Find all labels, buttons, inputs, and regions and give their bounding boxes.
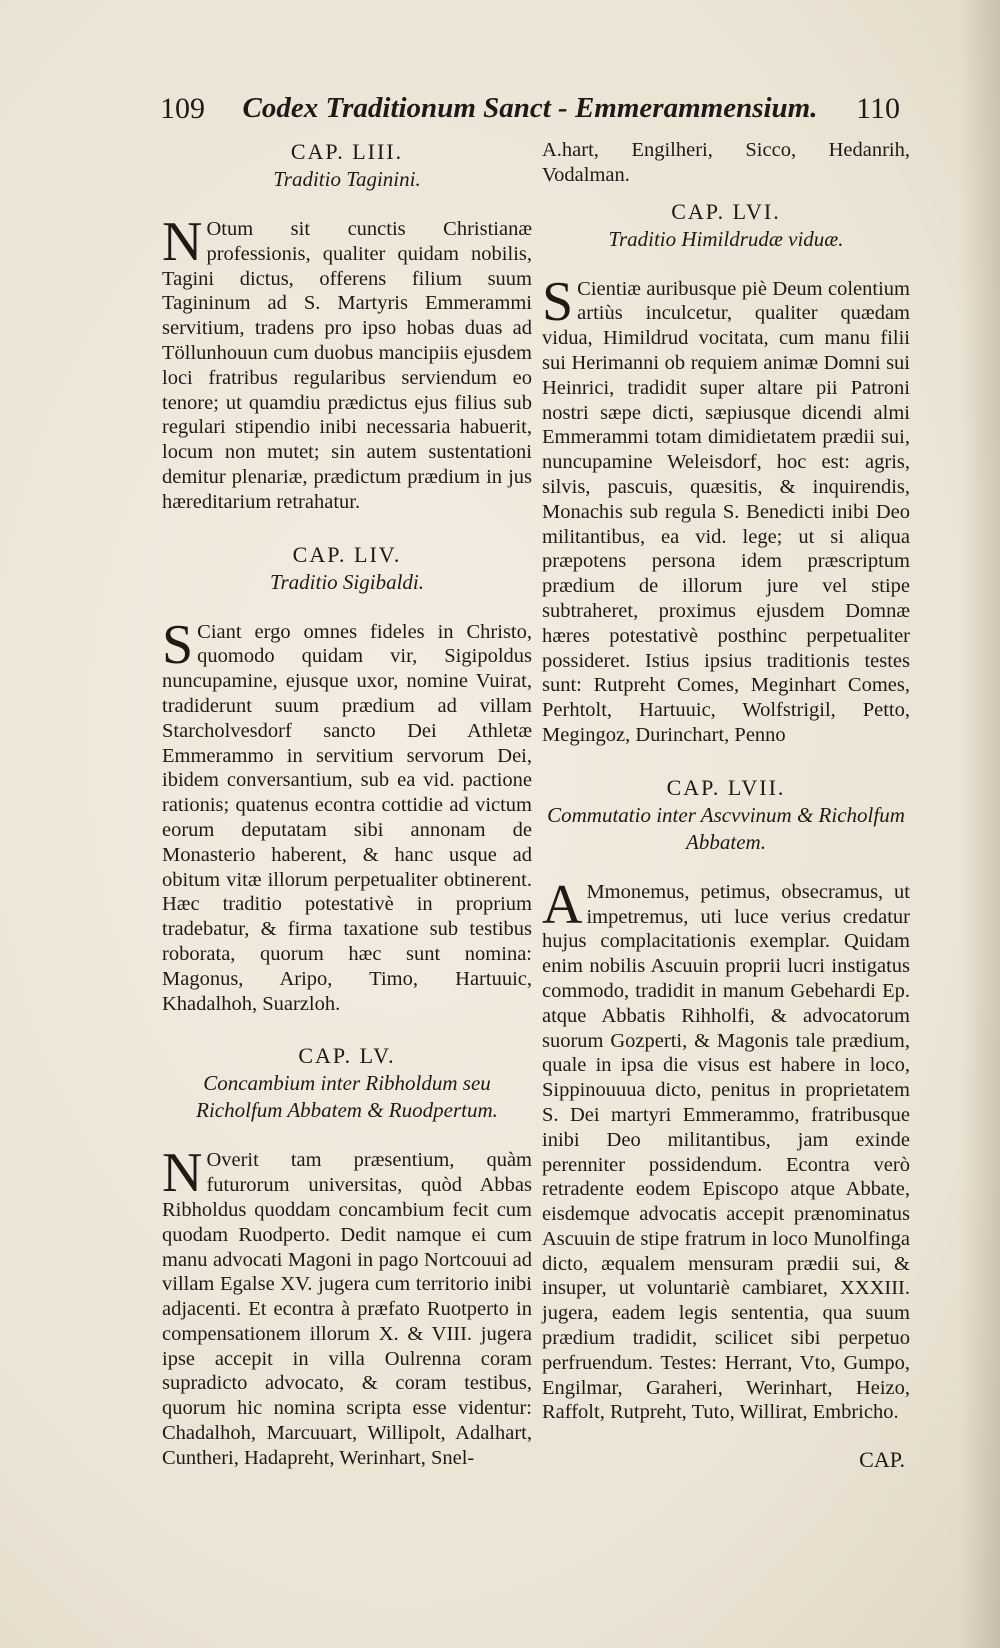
chapter-subtitle: Commutatio inter Ascvvinum & Richolfum Abbatem.	[547, 802, 905, 854]
drop-capital: S	[162, 613, 194, 676]
chapter-body: Mmonemus, petimus, obsecramus, ut impetremus, uti luce verius credatur hujus complacitationis exemplar. Quidam enim nobilis Ascuuin proprii lucri instigatus commodo, tradidit in manum Gebehardi Ep. atque Abbatis Rihholfi, & advocatorum suorum Gozperti, & Magonis tale prædium, quale in ipsa die visus est habere in loco, Sippinouuua dicto, penitus in proprietatem S. Dei martyri Emmerammo, fratribusque inibi Deo militantibus, jam exinde perenniter possidendum. Econtra verò retradente eodem Episcopo atque Abbate, eisdemque advocatis accepit prænominatus Ascuuin de stipe fratrum in loco Munolfinga dicto, æqualem mensuram prædii sui, & insuper, ut voluntariè cambiaret, XXXIII. jugera, eadem legis sententia, qua suum prædium tradidit, scilicet sibi perpetuo perfruendum. Testes: Herrant, Vto, Gumpo, Engilmar, Garaheri, Werinhart, Heizo, Raffolt, Rutpreht, Tuto, Willirat, Embricho.	[542, 880, 910, 1424]
catchword: CAP.	[859, 1447, 905, 1472]
chapter-56	[542, 198, 910, 748]
drop-capital: A	[542, 873, 583, 936]
page-number-right: 110	[856, 92, 900, 125]
chapter-text	[162, 613, 532, 1017]
chapter-heading: CAP. LIII.	[290, 139, 404, 164]
chapter-subtitle: Concambium inter Ribholdum seu Richolfum Abbatem & Ruodpertum.	[196, 1071, 498, 1123]
running-title: Codex Traditionum Sanct - Emmerammensium.	[242, 92, 818, 124]
chapter-body: Otum sit cunctis Christianæ professionis, qualiter quidam nobilis, Tagini dictus, offerens filium suum Tagininum ad S. Martyris Emmerammi servitium, tradens pro ipso hobas duas ad Töllunhouun cum duobus mancipiis ejusdem loci fratribus regularibus serviendum eo tenore; ut quamdiu prædictus ejus filius sub regulari stipendio inibi necessaria habuerit, locum non mutet; sin autem sustentationi demitur plenariæ, prædictum prædium in jus hæreditarium retrahatur.	[162, 218, 532, 513]
chapter-subtitle: Traditio Himildrudæ viduæ.	[608, 226, 844, 251]
left-column	[162, 138, 532, 1471]
chapter-heading: CAP. LIV.	[292, 541, 402, 567]
chapter-heading: CAP. LV.	[298, 1043, 396, 1069]
chapter-text	[162, 211, 532, 515]
chapter-heading: CAP. LVII.	[666, 774, 786, 800]
right-column	[542, 138, 910, 1425]
continued-text: A.hart, Engilheri, Sicco, Hedanrih, Vodalman.	[542, 139, 910, 186]
chapter-body: Cientiæ auribusque piè Deum colentium artiùs inculcetur, qualiter quædam vidua, Himildrud vocitata, cum manu filii sui Herimanni ob requiem animæ Domni sui Heinrici, tradidit super altare pii Patroni nostri sæpe dicti, sæpiusque dicendi almi Emmerammi totam dimidietatem prædii sui, nuncupamine Weleisdorf, hoc est: agris, silvis, pascuis, quæsitis, & inquirendis, Monachis sub regula S. Benedicti inibi Deo militantibus, ea vid. lege; ut si aliqua præpotens persona idem præscriptum prædium de illorum jure vel stipe subtraheret, proximus ejusdem Domnæ hæres potestativè posthinc perpetualiter possideret. Istius ipsius traditionis testes sunt: Rutpreht Comes, Meginhart Comes, Perhtolt, Hartuuic, Wolfstrigil, Petto, Megingoz, Durinchart, Penno	[542, 277, 910, 746]
chapter-53	[162, 138, 532, 515]
chapter-55	[162, 1042, 532, 1470]
chapter-body: Overit tam præsentium, quàm futurorum universitas, quòd Abbas Ribholdus quoddam concambium fecit cum quodam Ruodperto. Dedit namque ei cum manu advocati Magoni in pago Nortcouui ad villam Egalse XV. jugera cum territorio inibi adjacenti. Et econtra à præfato Ruotperto in compensationem illorum X. & VIII. jugera ipse accepit in villa Oulrenna coram supradicto advocato, & coram testibus, quorum hic nomina scripta esse videntur: Chadalhoh, Marcuuart, Willipolt, Adalhart, Cuntheri, Hadapreht, Werinhart, Snel-	[162, 1149, 532, 1469]
chapter-subtitle: Traditio Sigibaldi.	[269, 569, 425, 594]
chapter-57	[542, 774, 910, 1426]
chapter-text	[162, 1142, 532, 1470]
chapter-subtitle: Traditio Taginini.	[273, 167, 421, 191]
page-edge-shadow	[960, 0, 1000, 1648]
drop-capital: N	[162, 1142, 203, 1205]
page-header	[160, 92, 900, 132]
drop-capital: N	[162, 211, 203, 273]
chapter-heading: CAP. LVI.	[671, 198, 781, 224]
chapter-text	[542, 873, 910, 1426]
chapter-body: Ciant ergo omnes fideles in Christo, quomodo quidam vir, Sigipoldus nuncupamine, ejusque uxor, nomine Vuirat, tradiderunt suum prædium ad villam Starcholvesdorf sancto Dei Athletæ Emmerammo in servitium servorum Dei, ibidem conversantium, sub ea vid. pactione rationis; quatenus econtra cottidie ad victum eorum deputatam sibi annonam de Monasterio haberent, & hanc usque ad obitum vitæ illorum perpetualiter obtinerent. Hæc traditio potestativè in proprium tradebatur, & firma taxatione sub testibus roborata, quorum hæc sunt nomina: Magonus, Aripo, Timo, Hartuuic, Khadalhoh, Suarzloh.	[162, 620, 532, 1015]
page-number-left: 109	[160, 92, 205, 125]
chapter-text	[542, 270, 910, 748]
drop-capital: S	[542, 270, 574, 333]
chapter-54	[162, 541, 532, 1017]
